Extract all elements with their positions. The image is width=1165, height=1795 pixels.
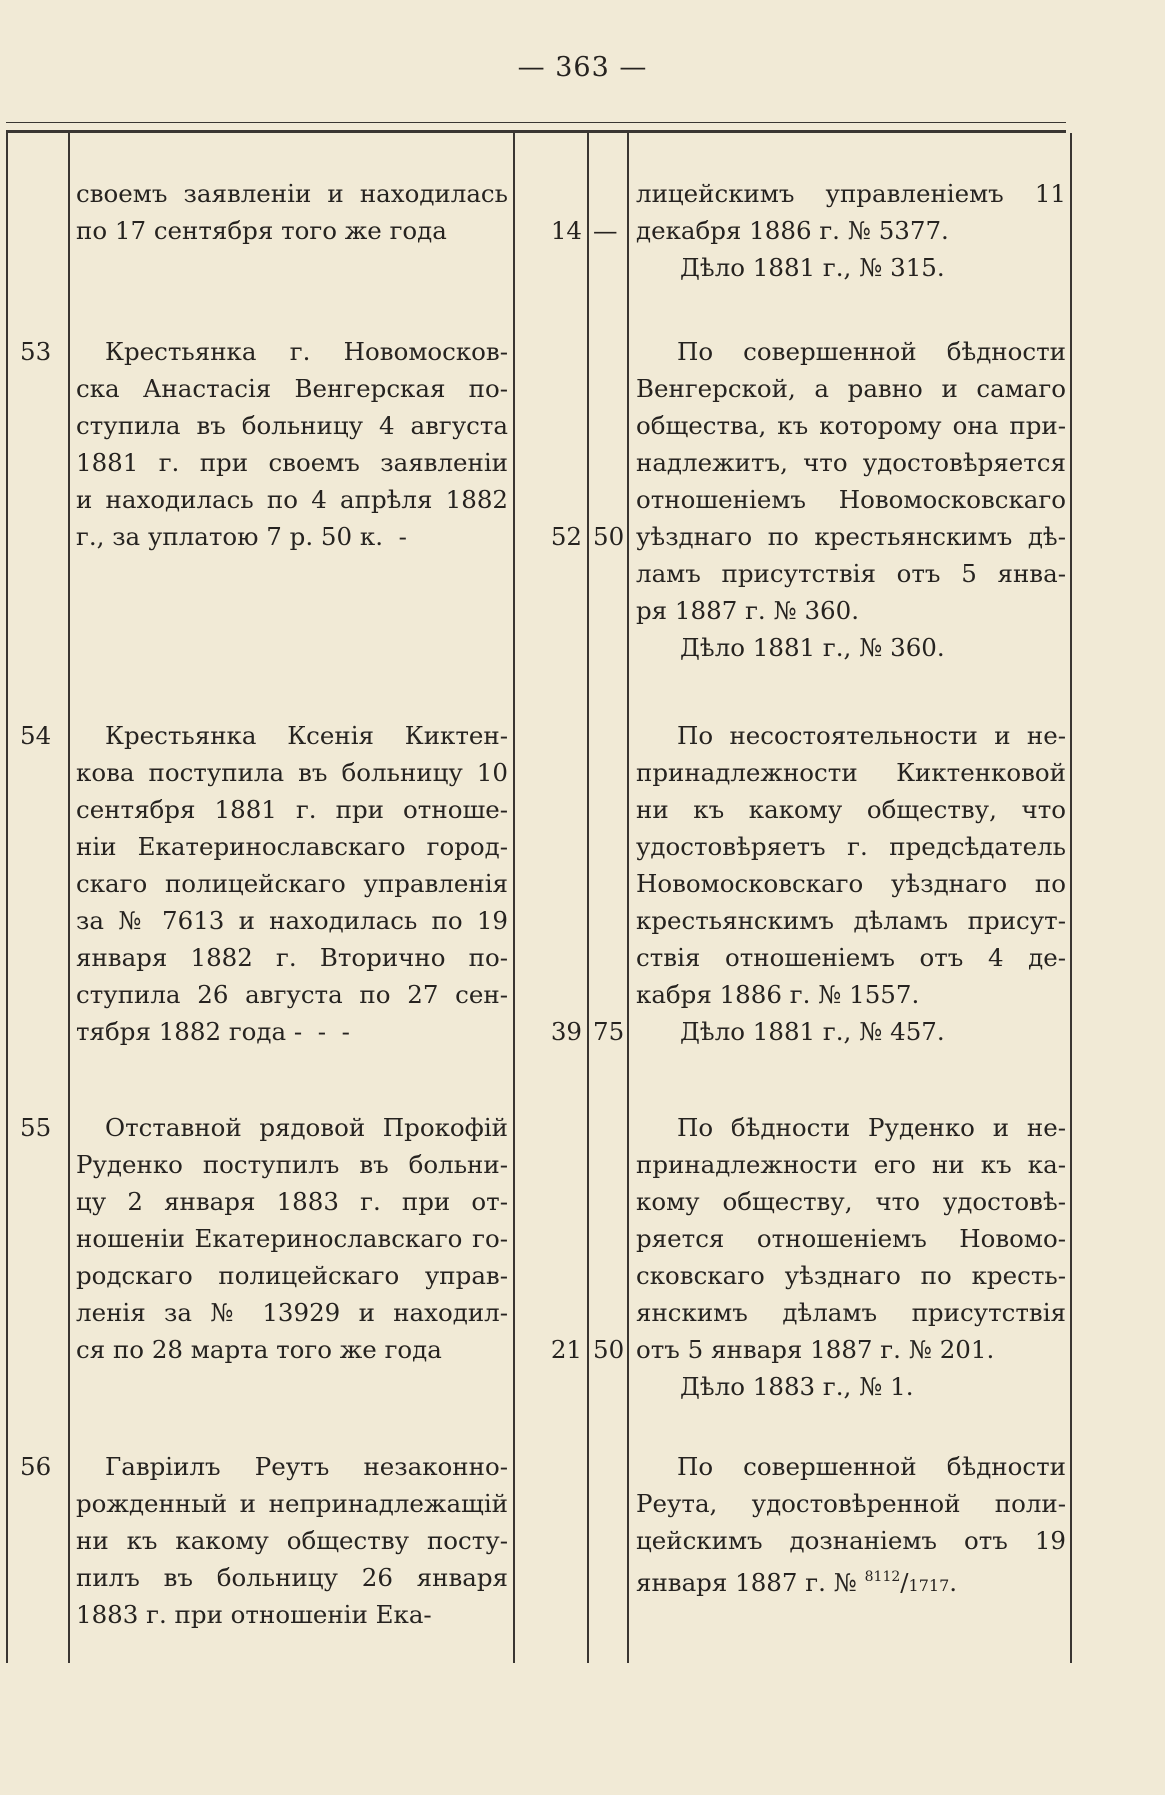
entry-text-line: Крестьянка г. Новомосков-: [105, 337, 508, 366]
entry-remark-line: сковскаго уѣзднаго по кресть-: [636, 1261, 1066, 1290]
entry-text-line: Крестьянка Ксенія Киктен-: [105, 721, 508, 750]
entry-remark-line: Венгерской, а равно и самаго: [636, 374, 1066, 403]
entry-number: 56: [20, 1452, 52, 1481]
amount-kopecks: 50: [593, 1335, 625, 1364]
entry-remark-line: ствія отношеніемъ отъ 4 де-: [636, 943, 1066, 972]
entry-remark-line: По несостоятельности и не-: [677, 721, 1066, 750]
entry-remark-line: Дѣло 1881 г., № 360.: [680, 633, 945, 662]
entry-remark-line: надлежитъ, что удостовѣряется: [636, 448, 1066, 477]
entry-remark-line: отъ 5 января 1887 г. № 201.: [636, 1335, 995, 1364]
entry-remark-line: лицейскимъ управленіемъ 11: [636, 179, 1066, 208]
entry-remark-line: По совершенной бѣдности: [677, 337, 1066, 366]
entry-remark-line: ламъ присутствія отъ 5 янва-: [636, 559, 1066, 588]
entry-remark-line: Реута, удостовѣренной поли-: [636, 1489, 1066, 1518]
entry-text-line: тября 1882 года - - -: [76, 1017, 350, 1046]
entry-text-line: ленія за № 13929 и находил-: [76, 1298, 508, 1327]
entry-remark-line: По совершенной бѣдности: [677, 1452, 1066, 1481]
entry-text-line: ступила 26 августа по 27 сен-: [76, 980, 508, 1009]
entry-remark-line: принадлежности Киктенковой: [636, 758, 1066, 787]
entry-remark-line: декабря 1886 г. № 5377.: [636, 216, 949, 245]
entry-remark-line: отношеніемъ Новомосковскаго: [636, 485, 1066, 514]
entry-text-line: Гавріилъ Реутъ незаконно-: [105, 1452, 508, 1481]
fraction-denominator: 1717: [908, 1576, 950, 1595]
amount-kopecks: —: [593, 216, 618, 245]
amount-roubles: 52: [550, 522, 582, 551]
entry-text-line: ни къ какому обществу посту-: [76, 1526, 508, 1555]
entry-text-line: родскаго полицейскаго управ-: [76, 1261, 508, 1290]
entry-text-line: и находилась по 4 апрѣля 1882: [76, 485, 508, 514]
entry-remark-line: крестьянскимъ дѣламъ присут-: [636, 906, 1066, 935]
entry-text-line: по 17 сентября того же года: [76, 216, 447, 245]
entry-remark-line: принадлежности его ни къ ка-: [636, 1150, 1066, 1179]
entry-text-line: за № 7613 и находилась по 19: [76, 906, 508, 935]
entry-text-line: Отставной рядовой Прокофій: [105, 1113, 508, 1142]
entry-remark-line: По бѣдности Руденко и не-: [677, 1113, 1066, 1142]
fraction-numerator: 8112: [864, 1569, 901, 1585]
entry-remark-line: удостовѣряетъ г. предсѣдатель: [636, 832, 1066, 861]
entry-text-line: пилъ въ больницу 26 января: [76, 1563, 508, 1592]
entry-remark-line: кабря 1886 г. № 1557.: [636, 980, 920, 1009]
entry-remark-line: янскимъ дѣламъ присутствія: [636, 1298, 1066, 1327]
entry-text-line: кова поступила въ больницу 10: [76, 758, 508, 787]
entry-remark-line: Новомосковскаго уѣзднаго по: [636, 869, 1066, 898]
entry-remark-line: января 1887 г. № $^{8112}$/1717.: [636, 1568, 958, 1597]
amount-roubles: 39: [550, 1017, 582, 1046]
entry-text-line: скаго полицейскаго управленія: [76, 869, 508, 898]
entry-remark-line: ря 1887 г. № 360.: [636, 596, 860, 625]
entry-text-line: ска Анастасія Венгерская по-: [76, 374, 508, 403]
entry-remark-line: Дѣло 1881 г., № 315.: [680, 253, 945, 282]
amount-roubles: 14: [550, 216, 582, 245]
amount-kopecks: 75: [593, 1017, 625, 1046]
entry-text-line: рожденный и непринадлежащій: [76, 1489, 508, 1518]
entry-remark-line: кому обществу, что удостовѣ-: [636, 1187, 1066, 1216]
entry-text-line: цу 2 января 1883 г. при от-: [76, 1187, 508, 1216]
entry-text-line: января 1882 г. Вторично по-: [76, 943, 508, 972]
page-number: — 363 —: [517, 52, 648, 83]
entry-number: 54: [20, 721, 52, 750]
entry-text-line: своемъ заявленіи и находилась: [76, 179, 508, 208]
entry-text-line: ношеніи Екатеринославскаго го-: [76, 1224, 508, 1253]
amount-roubles: 21: [550, 1335, 582, 1364]
entry-remark-line: ряется отношеніемъ Новомо-: [636, 1224, 1066, 1253]
entry-remark-line: цейскимъ дознаніемъ отъ 19: [636, 1526, 1066, 1555]
entry-remark-line: Дѣло 1881 г., № 457.: [680, 1017, 945, 1046]
entry-remark-line: общества, къ которому она при-: [636, 411, 1066, 440]
entry-text-line: 1883 г. при отношеніи Ека-: [76, 1600, 432, 1629]
entry-text-line: ся по 28 марта того же года: [76, 1335, 442, 1364]
entry-text-line: г., за уплатою 7 р. 50 к. -: [76, 522, 407, 551]
entry-text-line: сентября 1881 г. при отноше-: [76, 795, 508, 824]
entry-remark-line: ни къ какому обществу, что: [636, 795, 1066, 824]
entry-text-line: Руденко поступилъ въ больни-: [76, 1150, 508, 1179]
amount-kopecks: 50: [593, 522, 625, 551]
entry-remark-line: Дѣло 1883 г., № 1.: [680, 1372, 914, 1401]
entry-remark-line: уѣзднаго по крестьянскимъ дѣ-: [636, 522, 1066, 551]
entry-number: 55: [20, 1113, 52, 1142]
entry-text-line: ніи Екатеринославскаго город-: [76, 832, 508, 861]
entry-text-line: 1881 г. при своемъ заявленіи: [76, 448, 508, 477]
entry-number: 53: [20, 337, 52, 366]
entry-text-line: ступила въ больницу 4 августа: [76, 411, 508, 440]
